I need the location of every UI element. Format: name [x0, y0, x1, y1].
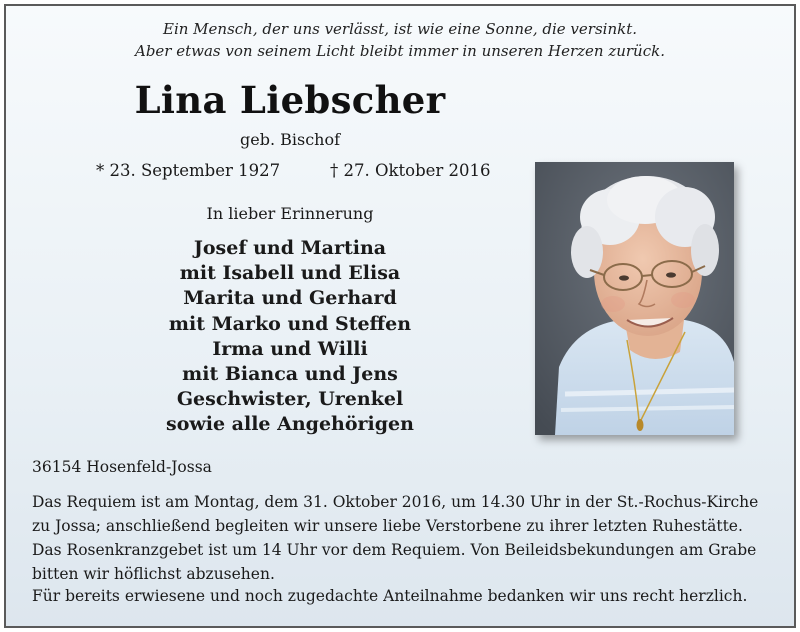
quote-line: Aber etwas von seinem Licht bleibt immer in unseren Herzen zurück. — [135, 42, 665, 60]
family-line: Josef und Martina — [193, 237, 387, 259]
service-line: Das Rosenkranzgebet ist um 14 Uhr vor dem Requiem. Von Beileidsbekundungen am Grabe — [32, 541, 757, 559]
family-line: mit Isabell und Elisa — [179, 262, 401, 285]
portrait-photo — [535, 162, 734, 435]
service-line: bitten wir höflichst abzusehen. — [32, 565, 275, 583]
service-line: Das Requiem ist am Montag, dem 31. Oktober 2016, um 14.30 Uhr in der St.-Rochus-Kirche — [32, 493, 759, 511]
thanks-line: Für bereits erwiesene und noch zugedachte Anteilnahme bedanken wir uns recht herzlich. — [32, 587, 748, 605]
family-line: mit Marko und Steffen — [168, 312, 412, 335]
family-line: sowie alle Angehörigen — [166, 413, 414, 436]
portrait-illustration — [535, 162, 734, 435]
family-line: Geschwister, Urenkel — [176, 388, 404, 411]
birth-date: * 23. September 1927 — [96, 161, 281, 180]
deceased-name: Lina Liebscher — [134, 78, 446, 122]
family-list — [0, 236, 580, 438]
memorial-quote — [0, 18, 800, 62]
quote-line: Ein Mensch, der uns verlässt, ist wie eine Sonne, die versinkt. — [163, 20, 637, 38]
family-line: Marita und Gerhard — [183, 287, 397, 310]
address: 36154 Hosenfeld-Jossa — [32, 458, 212, 476]
maiden-name: geb. Bischof — [239, 130, 341, 149]
family-line: Irma und Willi — [212, 337, 368, 360]
service-information — [32, 490, 772, 586]
memory-line: In lieber Erinnerung — [206, 204, 374, 223]
death-date: † 27. Oktober 2016 — [330, 161, 491, 180]
service-line: zu Jossa; anschließend begleiten wir unsere liebe Verstorbene zu ihrer letzten Ruhestätte. — [32, 517, 743, 535]
family-line: mit Bianca und Jens — [182, 363, 398, 386]
